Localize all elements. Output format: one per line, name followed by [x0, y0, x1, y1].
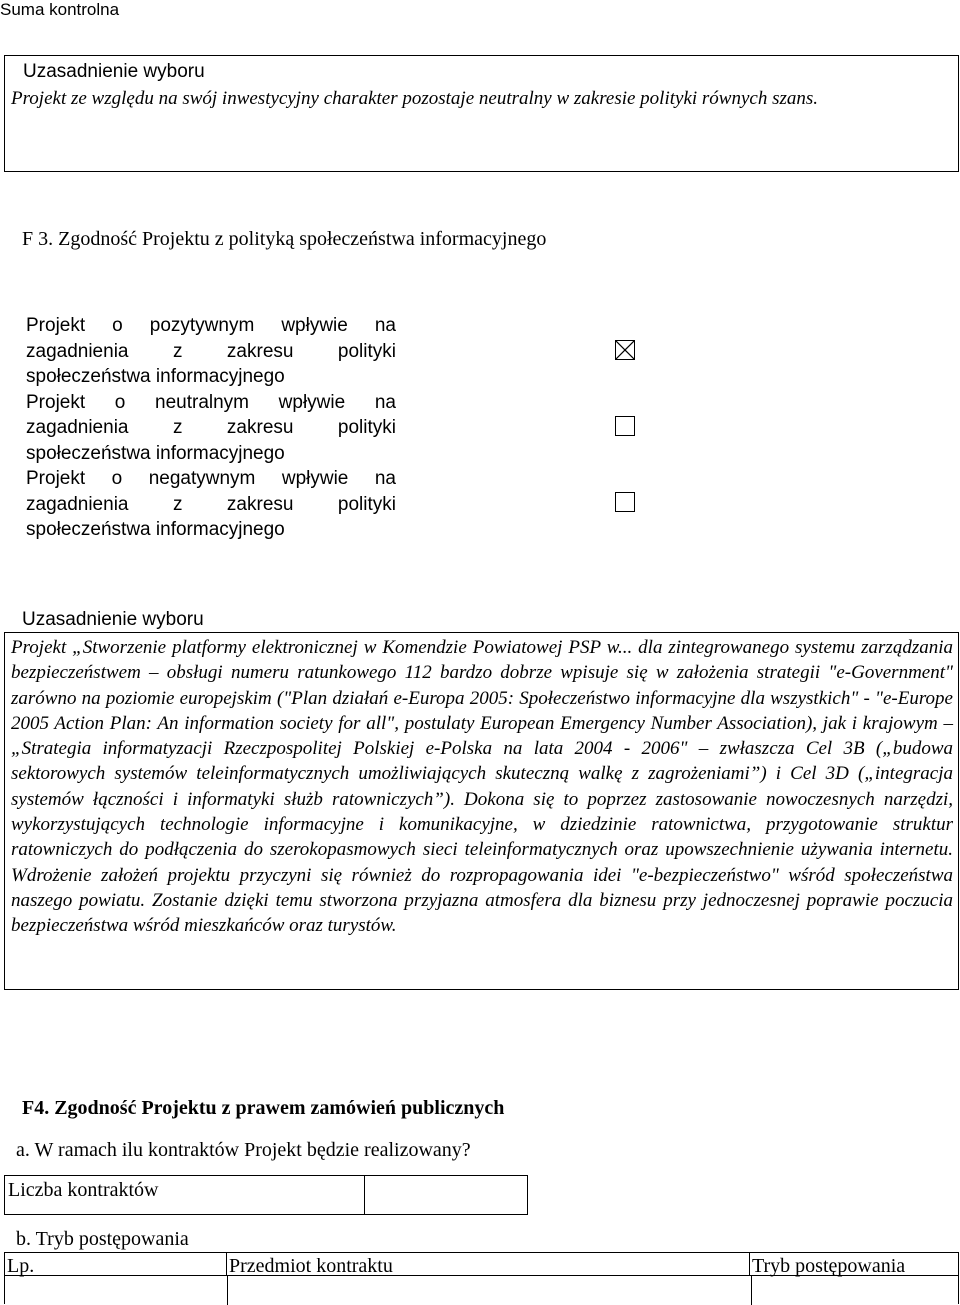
f3-justification-box [4, 632, 959, 990]
table-row [5, 1276, 958, 1305]
section-f3-heading: F 3. Zgodność Projektu z polityką społeczeństwa informacyjnego [22, 228, 547, 250]
column-header-subject: Przedmiot kontraktu [227, 1253, 750, 1275]
section-f4-heading: F4. Zgodność Projektu z prawem zamówień publicznych [22, 1097, 505, 1119]
option-neutral-checkbox[interactable] [615, 416, 635, 436]
option-neutral-label: Projekt o neutralnym wpływie na zagadnienia z zakresu polityki społeczeństwa informacyjnego [26, 391, 396, 464]
question-a: a. W ramach ilu kontraktów Projekt będzie realizowany? [16, 1139, 471, 1161]
contracts-count-field[interactable] [365, 1176, 527, 1214]
option-negative-checkbox[interactable] [615, 492, 635, 512]
checkmark-x-icon [616, 341, 634, 359]
question-b: b. Tryb postępowania [16, 1228, 189, 1250]
justification-label: Uzasadnienie wyboru [23, 61, 205, 82]
column-header-procedure: Tryb postępowania [752, 1255, 906, 1277]
f3-options-list [26, 313, 396, 543]
table-cell-lp[interactable] [5, 1276, 228, 1305]
table-cell-procedure[interactable] [752, 1276, 958, 1305]
checksum-label: Suma kontrolna [0, 0, 120, 19]
justification-text: Projekt ze względu na swój inwestycyjny charakter pozostaje neutralny w zakresie polityki równych szans. [11, 88, 819, 109]
table-header-row [5, 1253, 958, 1276]
table-cell-subject[interactable] [228, 1276, 752, 1305]
f3-justification-label: Uzasadnienie wyboru [22, 609, 204, 630]
procurement-table [4, 1252, 959, 1304]
f3-justification-text: Projekt „Stworzenie platformy elektronicznej w Komendzie Powiatowej PSP w... dla zintegrowanego systemu zarządzania bezpieczeństwem – obsługi numeru ratunkowego 112 bardzo dobrze wpisuje się w założenia strategii "e-Government" zarówno na poziomie europejskim ("Plan działań e-Europa 2005: Społeczeństwo informacyjne dla wszystkich" - "e-Europe 2005 Action Plan: An information society for all", postulaty European Emergency Number Association), jak i krajowym – „Strategia informatyzacji Rzeczpospolitej Polskiej e-Polska na lata 2004 - 2006" – zwłaszcza Cel 3B („budowa sektorowych systemów teleinformatycznych umożliwiających skuteczną walkę z zagrożeniami”) i Cel 3D („integracja systemów łączności i informatyki służb ratowniczych”). Dokona się to poprzez zastosowanie nowoczesnych narzędzi, wykorzystujących technologie informacyjne i komunikacyjne, w dziedzinie ratownictwa, przygotowanie struktur ratowniczych do podłączenia do szerokopasmowych sieci teleinformatycznych oraz upowszechnienie używania internetu. Wdrożenie założeń projektu przyczyni się również do rozpropagowania idei "e-bezpieczeństwo" wśród społeczeństwa naszego powiatu. Zostanie dzięki temu stworzona przyjazna atmosfera dla biznesu przy jednoczesnej poprawie poczucia bezpieczeństwa wśród mieszkańców oraz turystów. [11, 637, 953, 937]
contracts-count-label: Liczba kontraktów [5, 1176, 365, 1214]
option-positive-checkbox[interactable] [615, 340, 635, 360]
option-positive-label: Projekt o pozytywnym wpływie na zagadnienia z zakresu polityki społeczeństwa informacyjnego [26, 315, 396, 387]
contracts-count-table [4, 1175, 528, 1215]
column-header-lp: Lp. [5, 1253, 227, 1275]
option-negative-label: Projekt o negatywnym wpływie na zagadnienia z zakresu polityki społeczeństwa informacyjnego [26, 468, 396, 540]
equal-opportunity-justification-box [4, 55, 959, 172]
